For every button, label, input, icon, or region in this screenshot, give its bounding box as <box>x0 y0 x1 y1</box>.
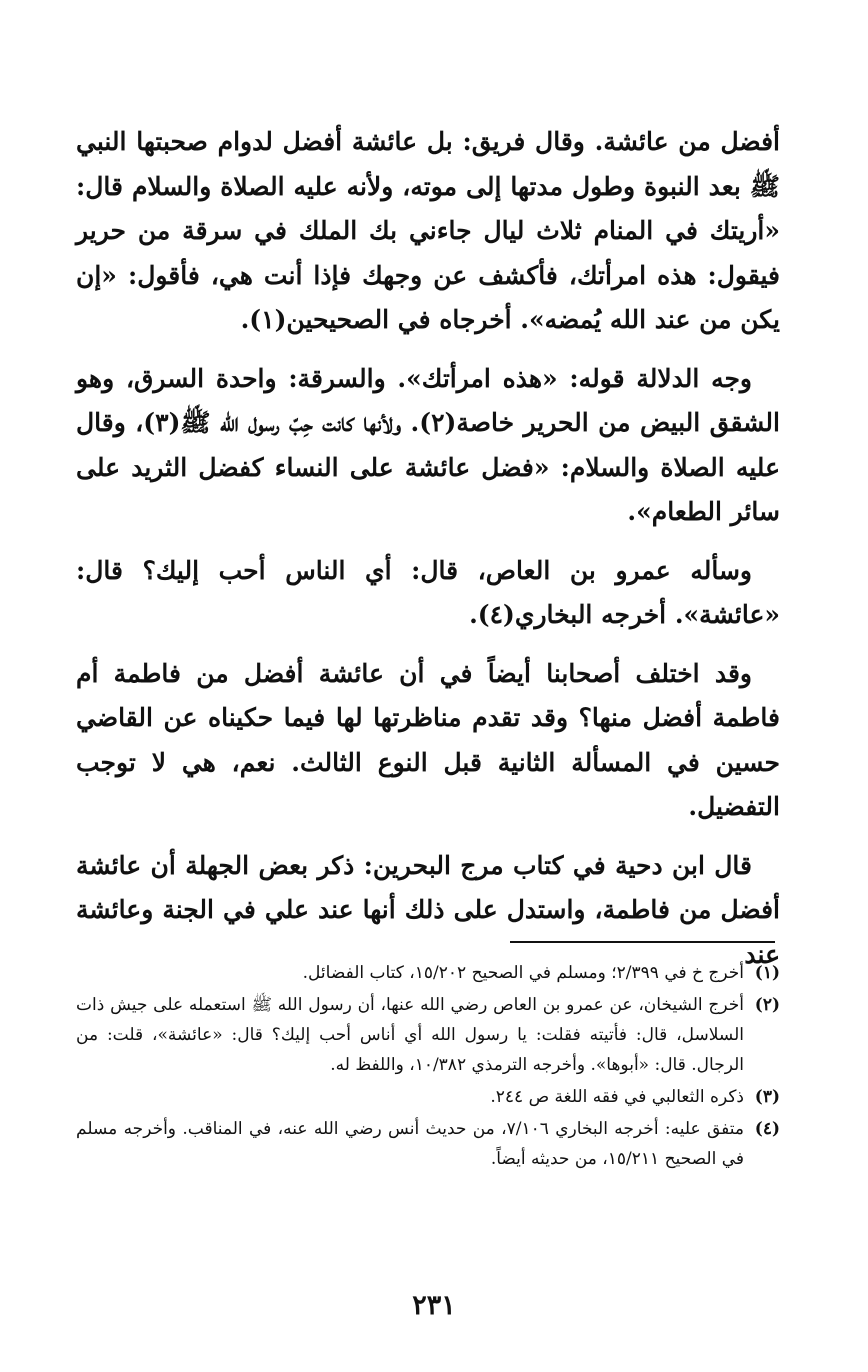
footnote <box>76 958 780 988</box>
footnote-divider <box>510 941 775 943</box>
footnote <box>76 1082 780 1112</box>
footnote <box>76 1114 780 1174</box>
footnote-number: (١) <box>754 963 780 983</box>
page-number: ٢٣١ <box>412 1290 456 1321</box>
footnote-number: (٢) <box>754 995 780 1015</box>
footnote-text: أخرج خ في ٢/٣٩٩؛ ومسلم في الصحيح ١٥/٢٠٢، كتاب الفضائل. <box>302 963 744 983</box>
footnote-text: أخرج الشيخان، عن عمرو بن العاص رضي الله عنها، أن رسول الله ﷺ استعمله على جيش ذات السلاسل، قال: فأتيته فقلت: يا رسول الله أي أناس أحب إليك؟ قال: «عائشة»، قلت: من الرجال. قال: «أبوها». وأخرجه الترمذي ١٠/٣٨٢، واللفظ له. <box>76 995 744 1075</box>
footnotes <box>76 958 780 1176</box>
paragraph: قال ابن دحية في كتاب مرج البحرين: ذكر بعض الجهلة أن عائشة أفضل من فاطمة، واستدل على ذلك أنها عند علي في الجنة وعائشة عند <box>76 850 780 969</box>
paragraph: وجه الدلالة قوله: «هذه امرأتك». والسرقة: واحدة السرق، وهو الشقق البيض من الحرير خاصة(٢). ولأنها كانت حِبّ رسول الله ﷺ(٣)، وقال عليه الصلاة والسلام: «فضل عائشة على النساء كفضل الثريد على سائر الطعام». <box>76 363 781 526</box>
paragraph: وقد اختلف أصحابنا أيضاً في أن عائشة أفضل من فاطمة أم فاطمة أفضل منها؟ وقد تقدم مناظرتها لها فيما حكيناه عن القاضي حسين في المسألة الثانية قبل النوع الثالث. نعم، هي لا توجب التفضيل. <box>76 658 780 821</box>
footnote-text: متفق عليه: أخرجه البخاري ٧/١٠٦، من حديث أنس رضي الله عنه، في المناقب. وأخرجه مسلم في الصحيح ١٥/٢١١، من حديثه أيضاً. <box>76 1119 745 1169</box>
main-text <box>76 120 780 991</box>
footnote-number: (٣) <box>754 1087 780 1107</box>
paragraph: أفضل من عائشة. وقال فريق: بل عائشة أفضل لدوام صحبتها النبي ﷺ بعد النبوة وطول مدتها إلى موته، ولأنه عليه الصلاة والسلام قال: «أريتك في المنام ثلاث ليال جاءني بك الملك في سرقة من حرير فيقول: هذه امرأتك، فأكشف عن وجهك فإذا أنت هي، فأقول: «إن يكن من عند الله يُمضه». أخرجاه في الصحيحين(١). <box>76 127 780 334</box>
paragraph: وسأله عمرو بن العاص، قال: أي الناس أحب إليك؟ قال: «عائشة». أخرجه البخاري(٤). <box>76 555 780 629</box>
footnote-number: (٤) <box>754 1119 780 1139</box>
footnote-text: ذكره الثعالبي في فقه اللغة ص ٢٤٤. <box>490 1087 744 1107</box>
footnote <box>76 990 780 1080</box>
